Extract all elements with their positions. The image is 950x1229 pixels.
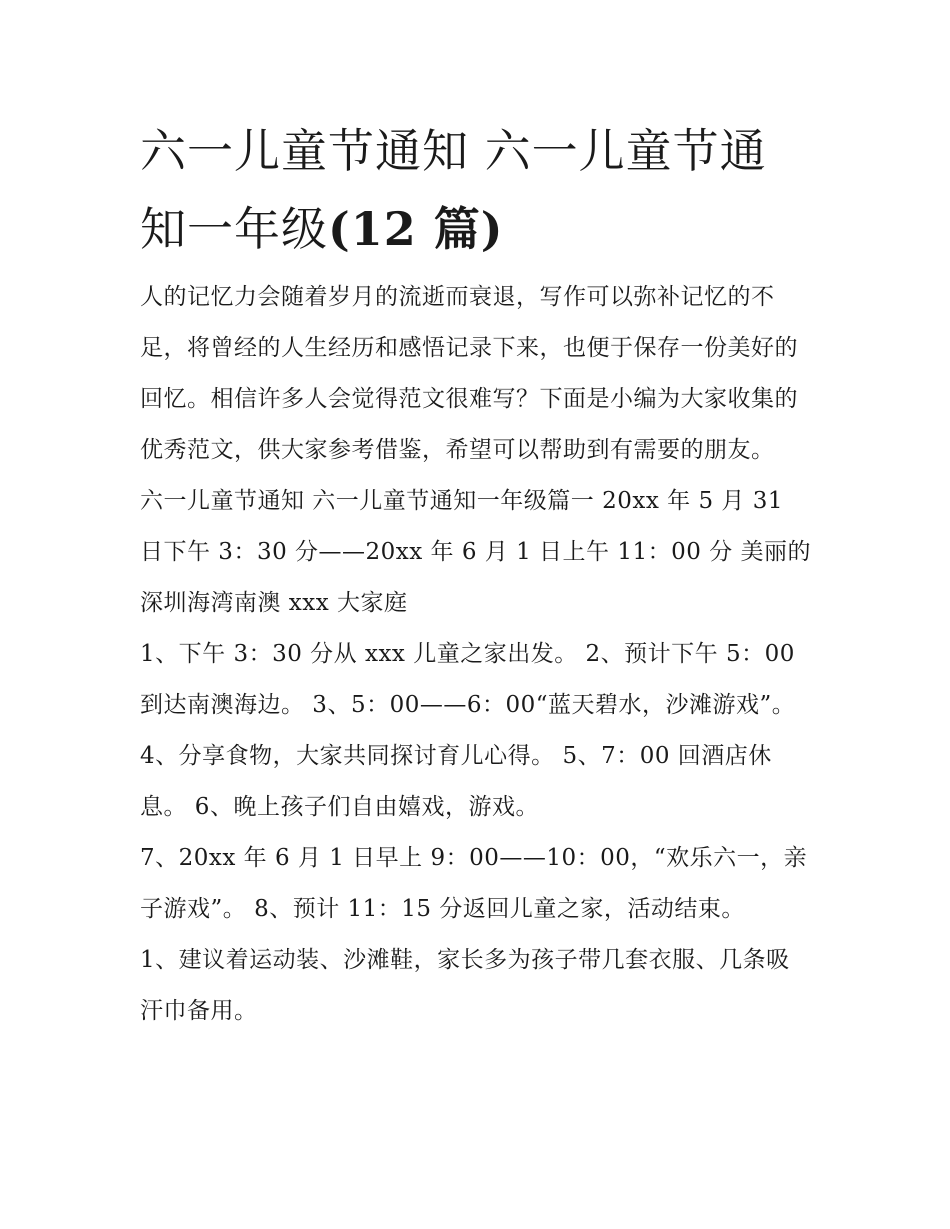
title-suffix: (12 篇) bbox=[328, 202, 504, 256]
notice-paragraph: 1、建议着运动装、沙滩鞋，家长多为孩子带几套衣服、几条吸汗巾备用。 bbox=[140, 947, 790, 1024]
document-title bbox=[140, 112, 812, 268]
event-info-paragraph: 六一儿童节通知 六一儿童节通知一年级篇一 20xx 年 5 月 31 日下午 3：30 分——20xx 年 6 月 1 日上午 11：00 分 美丽的深圳海湾南澳 xxx 大家庭 bbox=[140, 488, 812, 616]
schedule-paragraph-3: 7、20xx 年 6 月 1 日早上 9：00——10：00，“欢乐六一，亲子游戏”。 8、预计 11：15 分返回儿童之家，活动结束。 bbox=[140, 845, 808, 922]
title-main: 六一儿童节通知 六一儿童节通知一年级 bbox=[140, 124, 767, 256]
intro-paragraph: 人的记忆力会随着岁月的流逝而衰退，写作可以弥补记忆的不足，将曾经的人生经历和感悟记录下来，也便于保存一份美好的回忆。相信许多人会觉得范文很难写？下面是小编为大家收集的优秀范文，供大家参考借鉴，希望可以帮助到有需要的朋友。 bbox=[140, 284, 798, 463]
document-page bbox=[140, 112, 812, 1037]
schedule-paragraph-2: 4、分享食物，大家共同探讨育儿心得。 5、7：00 回酒店休息。 6、晚上孩子们自由嬉戏，游戏。 bbox=[140, 743, 772, 820]
schedule-paragraph-1: 1、下午 3：30 分从 xxx 儿童之家出发。 2、预计下午 5：00 到达南澳海边。 3、5：00——6：00“蓝天碧水，沙滩游戏”。 bbox=[140, 641, 796, 718]
